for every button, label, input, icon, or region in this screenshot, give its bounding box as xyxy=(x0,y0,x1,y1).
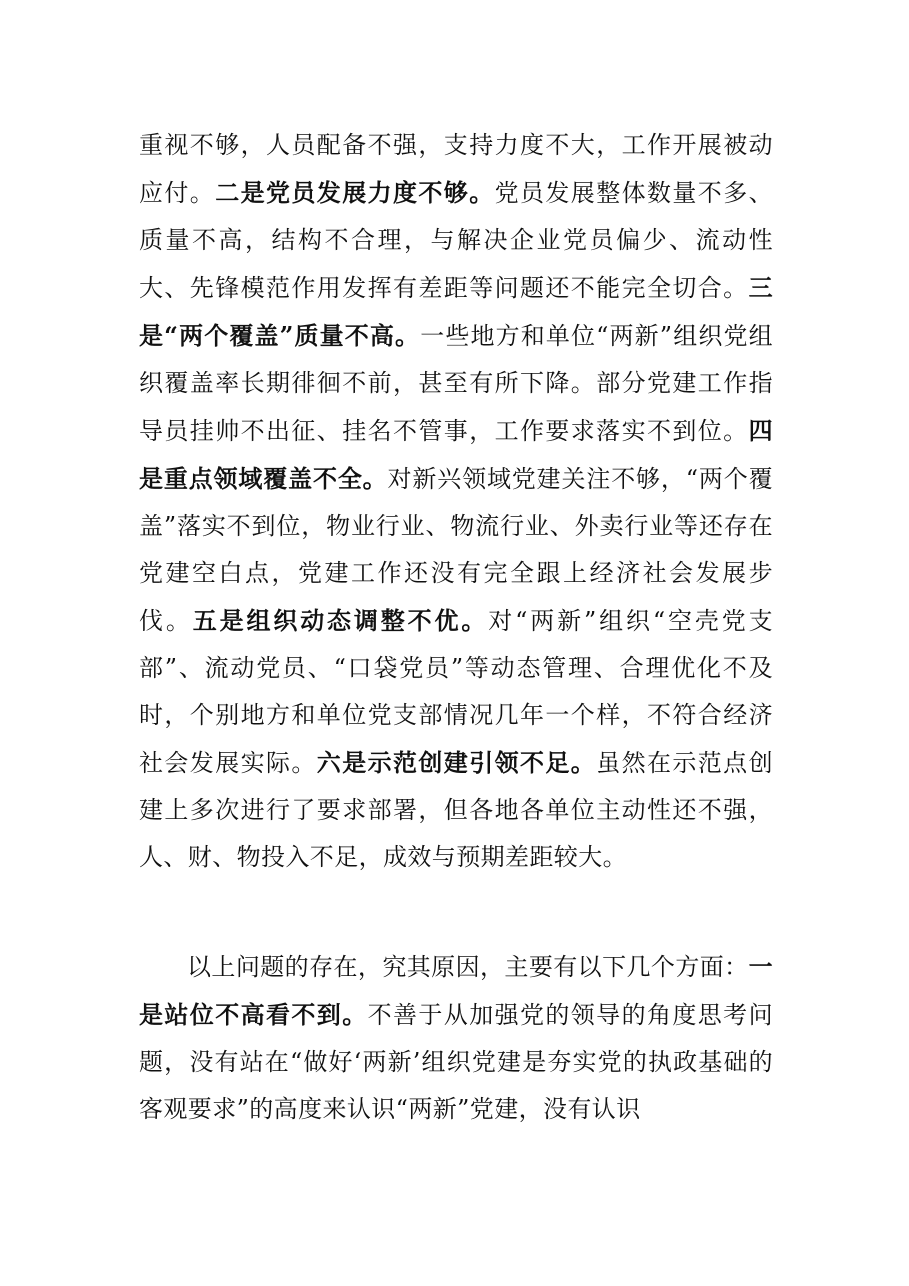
point-heading: 三是“两个覆盖”质量不高。 xyxy=(139,273,773,350)
paragraph-text: 以上问题的存在，究其原因，主要有以下几个方面： xyxy=(187,953,749,981)
paragraph-text: 不善于从加强党的领导的角度思考问题，没有站在“做好‘两新’组织党建是夯实党的执政基础的客观要求”的高度来认识“两新”党建，没有认识 xyxy=(139,1001,773,1123)
paragraph-text: 虽然在示范点创建上多次进行了要求部署，但各地各单位主动性还不强，人、财、物投入不足，成效与预期差距较大。 xyxy=(139,749,773,871)
paragraph-text: 对新兴领域党建关注不够，“两个覆盖”落实不到位，物业行业、物流行业、外卖行业等还存在党建空白点，党建工作还没有完全跟上经济社会发展步伐。 xyxy=(139,465,773,635)
paragraph-text: 一些地方和单位“两新”组织党组织覆盖率长期徘徊不前，甚至有所下降。部分党建工作指导员挂帅不出征、挂名不管事，工作要求落实不到位。 xyxy=(139,322,773,445)
paragraph-text: 对“两新”组织“空壳党支部”、流动党员、“口袋党员”等动态管理、合理优化不及时，个别地方和单位党支部情况几年一个样，不符合经济社会发展实际。 xyxy=(139,607,773,777)
point-heading: 五是组织动态调整不优。 xyxy=(192,606,489,635)
body-paragraph-problems xyxy=(139,122,773,881)
point-heading: 二是党员发展力度不够。 xyxy=(215,178,495,207)
paragraph-text: 重视不够，人员配备不强，支持力度不大，工作开展被动应付。 xyxy=(139,131,773,207)
point-heading: 四是重点领域覆盖不全。 xyxy=(139,416,773,493)
point-heading: 一是站位不高看不到。 xyxy=(139,952,773,1029)
body-paragraph-causes xyxy=(139,943,773,1133)
paragraph-text: 党员发展整体数量不多、质量不高，结构不合理，与解决企业党员偏少、流动性大、先锋模范作用发挥有差距等问题还不能完全切合。 xyxy=(139,179,774,302)
point-heading: 六是示范创建引领不足。 xyxy=(316,748,597,777)
